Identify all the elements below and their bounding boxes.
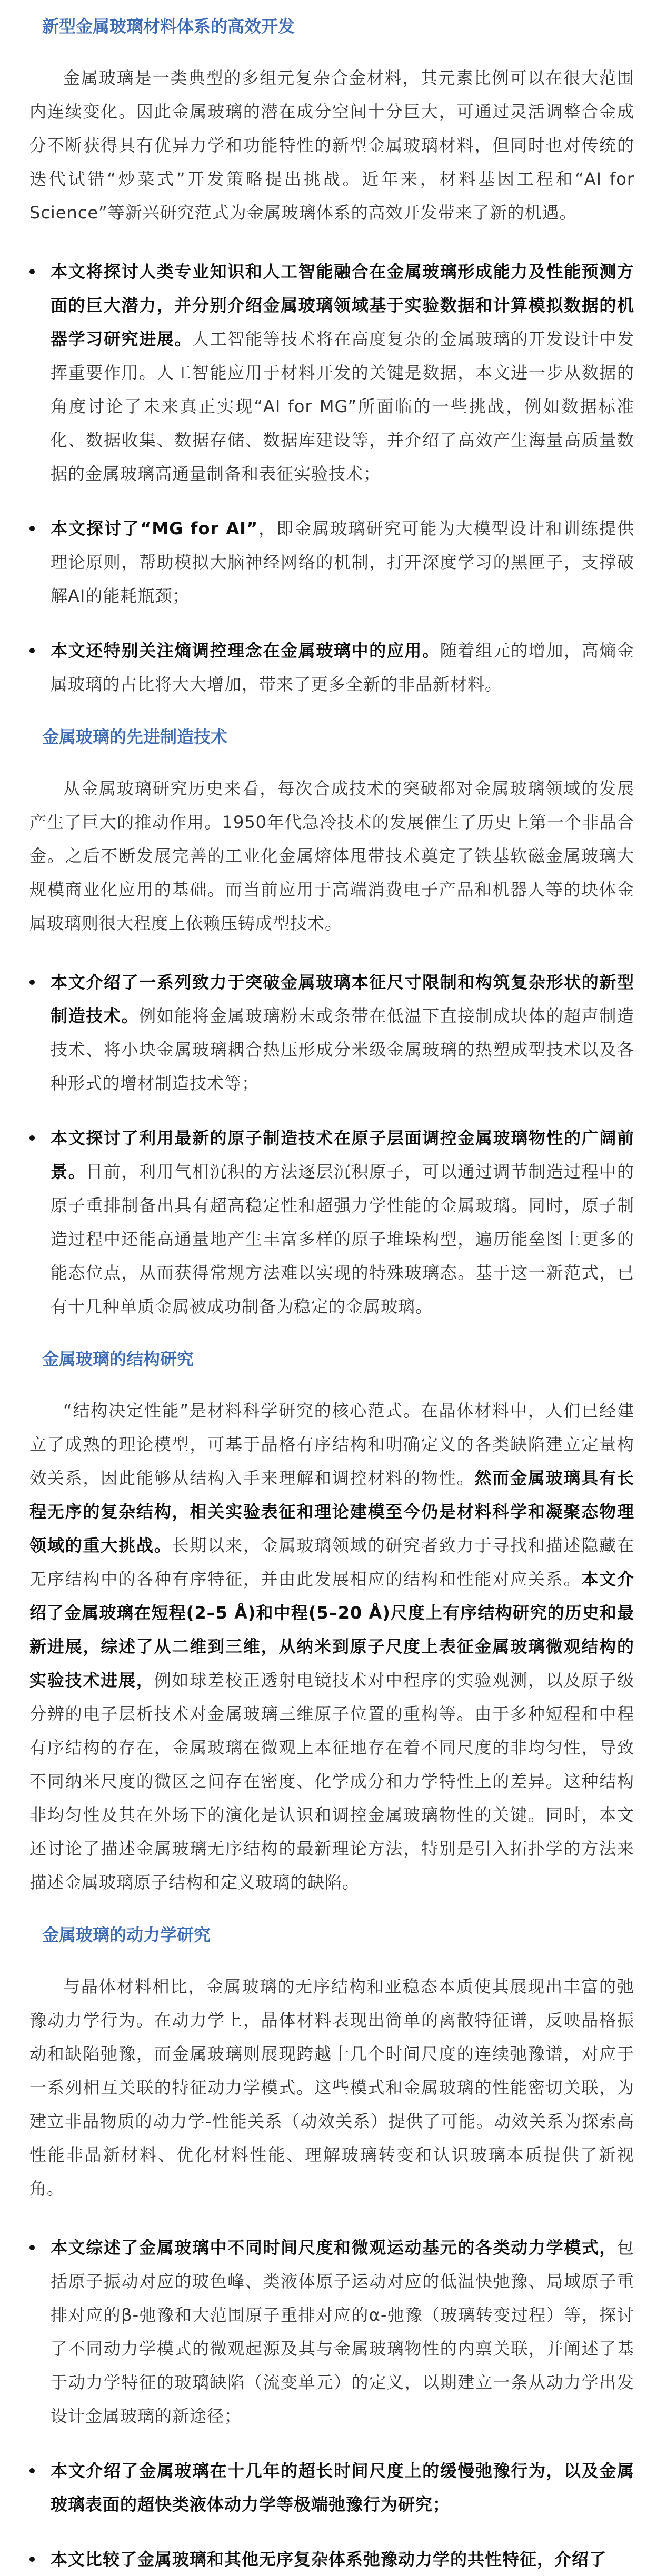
bold-text: 本文将探讨人类专业知识和人工智能融合在金属玻璃形成能力及性能预测方面的巨大潜力，并分别介绍金属玻璃领域基于实验数据和计算模拟数据的机器学习研究进展。 xyxy=(51,262,634,349)
bold-text: 本文探讨了利用最新的原子制造技术在原子层面调控金属玻璃物性的广阔前景。 xyxy=(51,1128,634,1182)
bullet-item xyxy=(29,2542,634,2576)
text-run: 长期以来，金属玻璃领域的研究者致力于寻找和描述隐藏在无序结构中的各种有序特征，并由此发展相应的结构和性能对应关系。 xyxy=(29,1535,634,1589)
bullet-dot-icon xyxy=(29,2245,35,2250)
body-paragraph xyxy=(29,1970,634,2205)
bullet-item xyxy=(29,634,634,701)
bold-text: 然而金属玻璃具有长程无序的复杂结构，相关实验表征和理论建模至今仍是材料科学和凝聚态物理领域的重大挑战。 xyxy=(29,1468,634,1555)
bullet-list xyxy=(29,255,634,701)
bullet-dot-icon xyxy=(29,526,35,531)
section-heading: 金属玻璃的动力学研究 xyxy=(42,1925,211,1945)
bullet-item xyxy=(29,2231,634,2433)
text-run: 例如球差校正透射电镜技术对中程序的实验观测，以及原子级分辨的电子层析技术对金属玻璃三维原子位置的重构等。由于多种短程和中程有序结构的存在，金属玻璃在微观上本征地存在着不同尺度的非均匀性，导致不同纳米尺度的微区之间存在密度、化学成分和力学特性上的差异。这种结构非均匀性及其在外场下的演化是认识和调控金属玻璃物性的关键。同时，本文还讨论了描述金属玻璃无序结构的最新理论方法，特别是引入拓扑学的方法来描述金属玻璃原子结构和定义玻璃的缺陷。 xyxy=(29,1670,634,1892)
text-run: 目前，利用气相沉积的方法逐层沉积原子，可以通过调节制造过程中的原子重排制备出具有超高稳定性和超强力学性能的金属玻璃。同时，原子制造过程中还能高通量地产生丰富多样的原子堆垛构型，遍历能垒图上更多的能态位点，从而获得常规方法难以实现的特殊玻璃态。基于这一新范式，已有十几种单质金属被成功制备为稳定的金属玻璃。 xyxy=(51,1162,634,1316)
bullet-item xyxy=(29,1121,634,1323)
bold-text: 本文探讨了“MG for AI” xyxy=(51,518,258,538)
text-run: 金属玻璃是一类典型的多组元复杂合金材料，其元素比例可以在很大范围内连续变化。因此金属玻璃的潜在成分空间十分巨大，可通过灵活调整合金成分不断获得具有优异力学和功能特性的新型金属玻璃材料，但同时也对传统的迭代试错“炒菜式”开发策略提出挑战。近年来，材料基因工程和“AI for Science”等新兴研究范式为金属玻璃体系的高效开发带来了新的机遇。 xyxy=(29,68,634,223)
section-heading: 新型金属玻璃材料体系的高效开发 xyxy=(42,16,295,36)
bullet-dot-icon xyxy=(29,2468,35,2473)
section-heading: 金属玻璃的结构研究 xyxy=(42,1349,194,1369)
bullet-dot-icon xyxy=(29,980,35,985)
bullet-dot-icon xyxy=(29,269,35,274)
bullet-list xyxy=(29,965,634,1323)
body-paragraph xyxy=(29,772,634,940)
bullet-item xyxy=(29,965,634,1100)
bullet-item xyxy=(29,255,634,491)
text-run: 包括原子振动对应的玻色峰、类液体原子运动对应的低温快弛豫、局域原子重排对应的β-弛豫和大范围原子重排对应的α-弛豫（玻璃转变过程）等，探讨了不同动力学模式的微观起源及其与金属玻璃物性的内禀关联，并阐述了基于动力学特征的玻璃缺陷（流变单元）的定义，以期建立一条从动力学出发设计金属玻璃的新途径； xyxy=(51,2238,634,2426)
text-run: 人工智能等技术将在高度复杂的金属玻璃的开发设计中发挥重要作用。人工智能应用于材料开发的关键是数据，本文进一步从数据的角度讨论了未来真正实现“AI for MG”所面临的一些挑战，例如数据标准化、数据收集、数据存储、数据库建设等，并介绍了高效产生海量高质量数据的金属玻璃高通量制备和表征实验技术； xyxy=(51,329,634,484)
bullet-item xyxy=(29,2454,634,2521)
bold-text: 本文介绍了金属玻璃在短程(2–5 Å)和中程(5–20 Å)尺度上有序结构研究的历史和最新进展，综述了从二维到三维，从纳米到原子尺度上表征金属玻璃微观结构的实验技术进展， xyxy=(29,1569,634,1690)
text-run: “结构决定性能”是材料科学研究的核心范式。在晶体材料中，人们已经建立了成熟的理论模型，可基于晶格有序结构和明确定义的各类缺陷建立定量构效关系，因此能够从结构入手来理解和调控材料的物性。 xyxy=(29,1401,634,1488)
bullet-dot-icon xyxy=(29,1135,35,1141)
text-run: 从金属玻璃研究历史来看，每次合成技术的突破都对金属玻璃领域的发展产生了巨大的推动作用。1950年代急冷技术的发展催生了历史上第一个非晶合金。之后不断发展完善的工业化金属熔体甩带技术奠定了铁基软磁金属玻璃大规模商业化应用的基础。而当前应用于高端消费电子产品和机器人等的块体金属玻璃则很大程度上依赖压铸成型技术。 xyxy=(29,778,634,933)
bold-text: 本文综述了金属玻璃中不同时间尺度和微观运动基元的各类动力学模式， xyxy=(51,2238,617,2258)
bold-text: 本文介绍了一系列致力于突破金属玻璃本征尺寸限制和构筑复杂形状的新型制造技术。 xyxy=(51,972,634,1026)
bullet-item xyxy=(29,512,634,613)
bold-text: 本文比较了金属玻璃和其他无序复杂体系弛豫动力学的共性特征，介绍了 xyxy=(51,2549,607,2569)
text-run: ，即金属玻璃研究可能为大模型设计和训练提供理论原则，帮助模拟大脑神经网络的机制，打开深度学习的黑匣子，支撑破解AI的能耗瓶颈； xyxy=(51,518,634,606)
text-run: 例如能将金属玻璃粉末或条带在低温下直接制成块体的超声制造技术、将小块金属玻璃耦合热压形成分米级金属玻璃的热塑成型技术以及各种形式的增材制造技术等； xyxy=(51,1006,634,1093)
bullet-dot-icon xyxy=(29,648,35,653)
section-heading: 金属玻璃的先进制造技术 xyxy=(42,727,228,747)
bullet-list xyxy=(29,2231,634,2576)
text-run: 与晶体材料相比，金属玻璃的无序结构和亚稳态本质使其展现出丰富的弛豫动力学行为。在动力学上，晶体材料表现出简单的离散特征谱，反映晶格振动和缺陷弛豫，而金属玻璃则展现跨越十几个时间尺度的连续弛豫谱，对应于一系列相互关联的特征动力学模式。这些模式和金属玻璃的性能密切关联，为建立非晶物质的动力学-性能关系（动效关系）提供了可能。动效关系为探索高性能非晶新材料、优化材料性能、理解玻璃转变和认识玻璃本质提供了新视角。 xyxy=(29,1976,634,2199)
text-run: 随着组元的增加，高熵金属玻璃的占比将大大增加，带来了更多全新的非晶新材料。 xyxy=(51,641,634,694)
bold-text: 本文介绍了金属玻璃在十几年的超长时间尺度上的缓慢弛豫行为，以及金属玻璃表面的超快类液体动力学等极端弛豫行为研究； xyxy=(51,2461,634,2514)
body-paragraph xyxy=(29,1394,634,1899)
body-paragraph xyxy=(29,61,634,229)
bullet-dot-icon xyxy=(29,2557,35,2562)
bold-text: 本文还特别关注熵调控理念在金属玻璃中的应用。 xyxy=(51,641,440,661)
